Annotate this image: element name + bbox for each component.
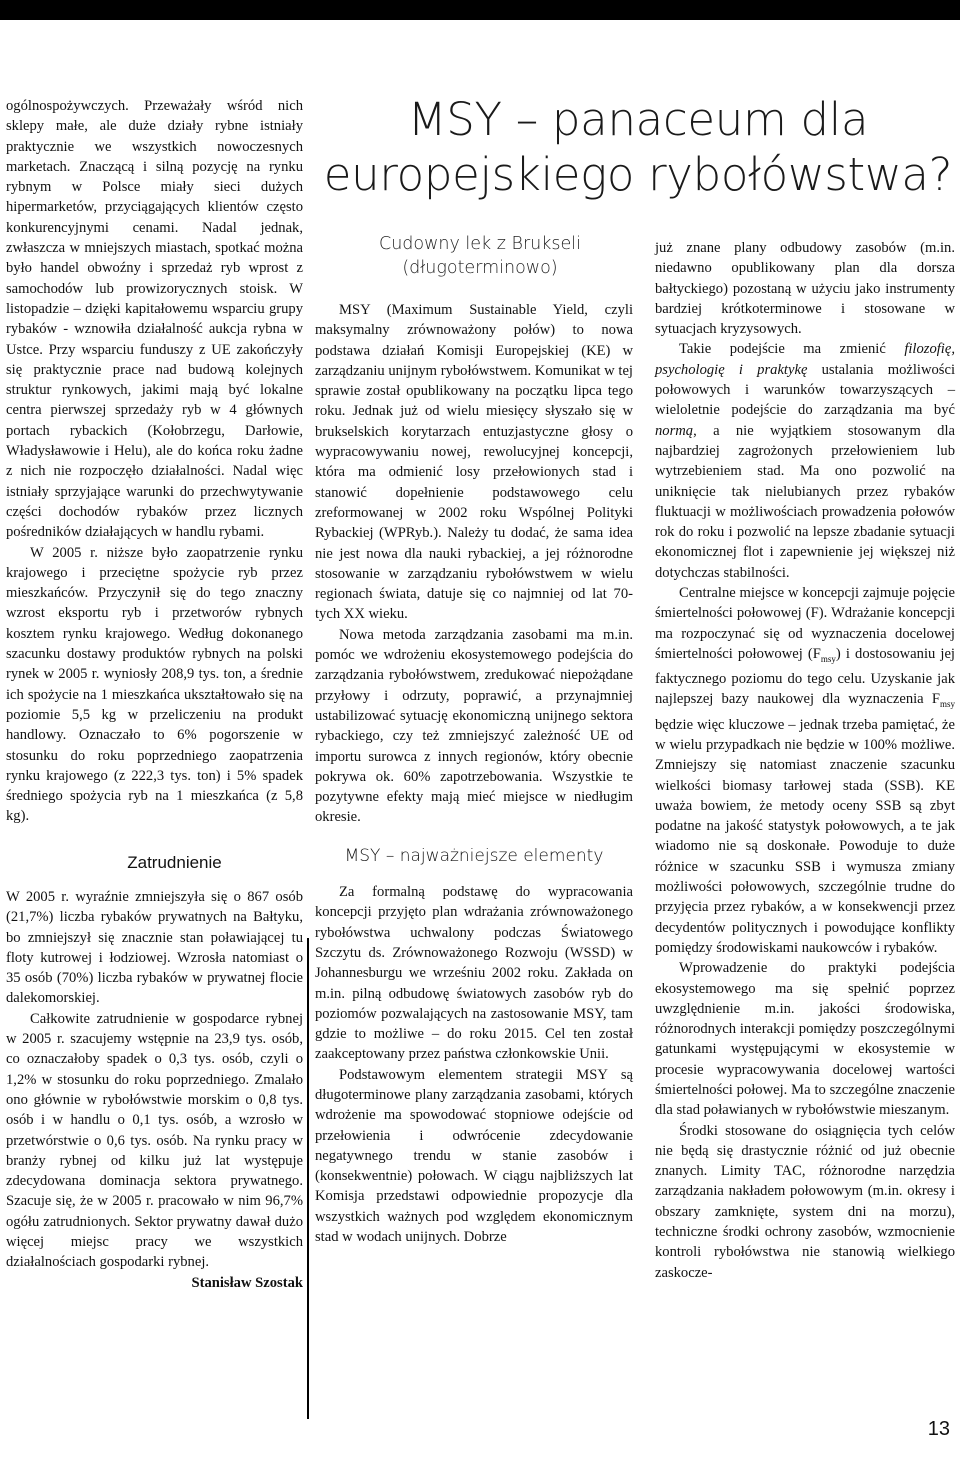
- paragraph: Nowa metoda zarządzania zasobami ma m.in. pomóc we wdrożeniu ekosystemowego podejścia do zarządzania rybołówstwem, zredukować niepożądane przyłowy i odrzuty, poprawić, a przynajmniej ustabilizować sytuację ekonomiczną unijnego sektora rybackiego, czy też zmniejszyć zależność UE od importu surowca z innych regionów, który obecnie pokrywa ok. 60% zapotrzebowania. Wszystkie te pozytywne efekty mają mieć miejsce w niedługim okresie.: [315, 626, 633, 826]
- section-heading-msy-elements: MSY – najważniejsze elementy: [344, 845, 604, 866]
- page-number: 13: [927, 1418, 950, 1440]
- paragraph: W 2005 r. niższe było zaopatrzenie rynku krajowego i przeciętne spożycie ryb przez mieszkańców. Przyczynił się do tego znaczny wzrost eksportu ryb i przetworów rybnych kosztem rynku krajowego. Według dokonanego szacunku dostawy produktów rybnych na polski rynek w 2005 r. wyniosły 208,9 tys. ton, a średnie ich spożycie na 1 mieszkańca ukształtowało się na poziomie 5,5 kg w przeliczeniu na produkt handlowy. Oznaczało to 6% pogorszenie w stosunku do roku poprzedniego zaopatrzenia rynku krajowego (z 222,3 tys. ton) i 5% spadek średniego spożycia ryb na 1 mieszkańca (z 5,8 kg).: [6, 544, 303, 825]
- paragraph: Środki stosowane do osiągnięcia tych celów nie będą się drastycznie różnić od już obecnie znanych. Limity TAC, różnorodne narzędzia zarządzania nakładem połowowym (m.in. okresy i obszary zamknięte, system dni na morzu), techniczne środki ochrony zasobów, wzmocnienie kontroli rybołówstwa nie stanowią wielkiego zaskocze-: [655, 1122, 955, 1281]
- author-signature: Stanisław Szostak: [191, 1274, 303, 1291]
- text-run: Centralne miejsce w koncepcji zajmuje pojęcie śmiertelności połowowej (F). Wdrażanie koncepcji ma rozpoczynać się od wyznaczenia docelowej śmiertelności połowowej (F: [655, 585, 955, 662]
- paragraph: MSY (Maximum Sustainable Yield, czyli maksymalny zrównoważony połów) to nowa podstawa działań Komisji Europejskiej (KE) w zarządzaniu unijnym rybołówstwem. Komunikat w tej sprawie został opublikowany na początku lipca tego roku. Jednak już od wielu miesięcy słyszało się w brukselskich korytarzach entuzjastyczne głosy o wypracowywaniu nowej, rewolucyjnej koncepcji, która ma odmienić losy przełowionych stad i stanowić dopełnienie podstawowego celu zreformowanej w 2002 roku Wspólnej Polityki Rybackiej (WPRyb.). Należy tu dodać, że sama idea nie jest nowa dla nauki rybackiej, a jej różnorodne stosowanie w zarządzaniu rybołówstwem w wielu regionach świata, datuje się co najmniej od lat 70-tych XX wieku.: [315, 302, 633, 623]
- paragraph: Wprowadzenie do praktyki podejścia ekosystemowego ma się spełnić poprzez uwzględnienie m.in. jakości środowiska, różnorodnych interakcji pomiędzy poszczególnymi gatunkami występującymi w ekosystemie w procesie wypracowywania docelowej wartości śmiertelności połowej. Ma to szczególne znaczenie dla stad poławianych w rybołówstwie mieszanym.: [655, 960, 955, 1119]
- article-title: MSY – panaceum dla europejskiego rybołówstwa?: [323, 93, 953, 201]
- subscript: msy: [939, 699, 955, 710]
- column-right: [655, 238, 955, 1283]
- text-run: będzie więc kluczowe – jednak trzeba pamiętać, że w wielu przypadkach nie będzie w 100% możliwe. Zmniejszy się natomiast znaczenie szacunku wielkości biomasy tarłowej stada (SSB). KE uważa bowiem, że metody oceny SSB są zbyt podatne na jakość statystyk połowowych, a te jak wiadomo nie są doskonałe. Powoduje to duże różnice w szacunku SSB i wymusza zmiany możliwości połowowych, szczególnie trudne do przyjęcia przez rybaków, a w konsekwencji przez decydentów politycznych i powodujące konflikty pomiędzy środowiskami naukowców i rybaków.: [655, 716, 955, 956]
- section-heading-employment: Zatrudnienie: [127, 852, 222, 872]
- article-subtitle: Cudowny lek z Brukseli (długoterminowo): [378, 234, 581, 278]
- paragraph: [655, 339, 955, 583]
- column-middle: [315, 300, 633, 1247]
- paragraph: ogólnospożywczych. Przeważały wśród nich sklepy małe, ale duże działy rybne istniały praktycznie we wszystkich nowoczesnych marketach. Znaczącą i silną pozycję na rynku rybnym w Polsce miały sieci dużych hipermarketów, przyciągających klientów często konkurencyjnymi cenami. Nadal jednak, zwłaszcza w mniejszych miastach, spotkać można było handel obwoźny i sprzedaż ryb wprost z samochodów lub prowizorycznych stoisk. W listopadzie – dzięki kapitałowemu wsparciu grupy rybaków - wznowiła działalność aukcja rybna w Ustce. Przy wsparciu funduszy z UE zakończyły się praktycznie prace nad budową kolejnych struktur rynkowych, jakimi mają być lokalne centra pierwszej sprzedaży ryb w 4 głównych portach rybackich (Kołobrzegu, Darłowie, Władysławowie i Helu), ale do końca roku żadne z nich nie rozpoczęło działalności. Nadal więc istniały sprzyjające warunki do przechwytywanie części dochodów rybaków przez licznych pośredników działających w handlu rybami.: [6, 98, 303, 541]
- paragraph: Podstawowym elementem strategii MSY są długoterminowe plany zarządzania zasobami, których wdrożenie ma spowodować stopniowe odejście od przełowienia i odwrócenie zdecydowanie negatywnego trendu w stanie zasobów i (konsekwentnie) połowach. W ciągu najbliższych lat Komisja przedstawi odpowiednie propozycje dla wszystkich ważnych pod względem ekonomicznym stad w wodach unijnych. Dobrze: [315, 1066, 633, 1246]
- column-left: [6, 96, 303, 1293]
- text-run: ustalania możliwości połowowych i warunków towarzyszących – wieloletnie podejście do zarządzania ma być: [655, 361, 955, 419]
- paragraph: Za formalną podstawę do wypracowania koncepcji przyjęto plan wdrażania zrównoważonego rybołówstwa uchwalony podczas Światowego Szczytu ds. Zrównoważonego Rozwoju (WSSD) w Johannesburgu we wrześniu 2002 roku. Zakłada on m.in. pilną odbudowę światowych zasobów ryb do poziomów pozwalających na zastosowanie MSY, tam gdzie to możliwe – do roku 2015. Cel ten został zaakceptowany przez państwa członkowskie Unii.: [315, 884, 633, 1063]
- text-run: , a nie wyjątkiem stosowanym dla najbardziej zagrożonych przełowieniem lub wytrzebieniem stad. Ma ono pozwolić na uniknięcie tak nielubianych przez rybaków fluktuacji w możliwościach prowadzenia połowów rok do roku i pozwolić na lepsze zbadanie sytuacji ekonomicznej flot i zapewnienie jej większej niż dotychczas stabilności.: [655, 422, 955, 581]
- emphasis: normą: [655, 422, 694, 439]
- paragraph: W 2005 r. wyraźnie zmniejszyła się o 867 osób (21,7%) liczba rybaków prywatnych na Bałtyku, bo zmniejszył się znacznie stan poławiającej tu floty kutrowej i łodziowej. Wzrosła natomiast o 35 osób (70%) liczba rybaków w prywatnej flocie dalekomorskiej.: [6, 888, 303, 1007]
- paragraph: Całkowite zatrudnienie w gospodarce rybnej w 2005 r. szacujemy wstępnie na 23,9 tys. osób, co oznaczałoby spadek o 0,3 tys. osób, czyli o 1,2% w stosunku do roku poprzedniego. Zmalało ono głównie w rybołówstwie morskim o 0,8 tys. osób i w handlu o 0,1 tys. osób, a wzrosło w przetwórstwie o 0,6 tys. osób. Na rynku pracy w branży rybnej od kilku już lat występuje zdecydowana dominacja sektora prywatnego. Szacuje się, że w 2005 r. pracowało w nim 96,7% ogółu zatrudnionych. Sektor prywatny dawał dużo więcej miejsc pracy we wszystkich działalnościach gospodarki rybnej.: [6, 1010, 303, 1271]
- column-divider: [307, 938, 309, 1419]
- text-run: ) i dostosowaniu jej faktycznego poziomu do tego celu. Uzyskanie jak najlepszej bazy naukowej dla wyznaczenia F: [655, 645, 955, 708]
- top-black-bar: [0, 0, 960, 20]
- subscript: msy: [820, 653, 836, 664]
- paragraph: już znane plany odbudowy zasobów (m.in. niedawno opublikowany plan dla dorsza bałtyckiego) pozostaną w użyciu jako instrumenty bardziej krótkoterminowe i stosowane w sytuacjach kryzysowych.: [655, 240, 955, 338]
- paragraph: [655, 583, 955, 958]
- emphasis: filozofię, psychologię i praktykę: [655, 341, 955, 378]
- text-run: Takie podejście ma zmienić: [679, 341, 905, 358]
